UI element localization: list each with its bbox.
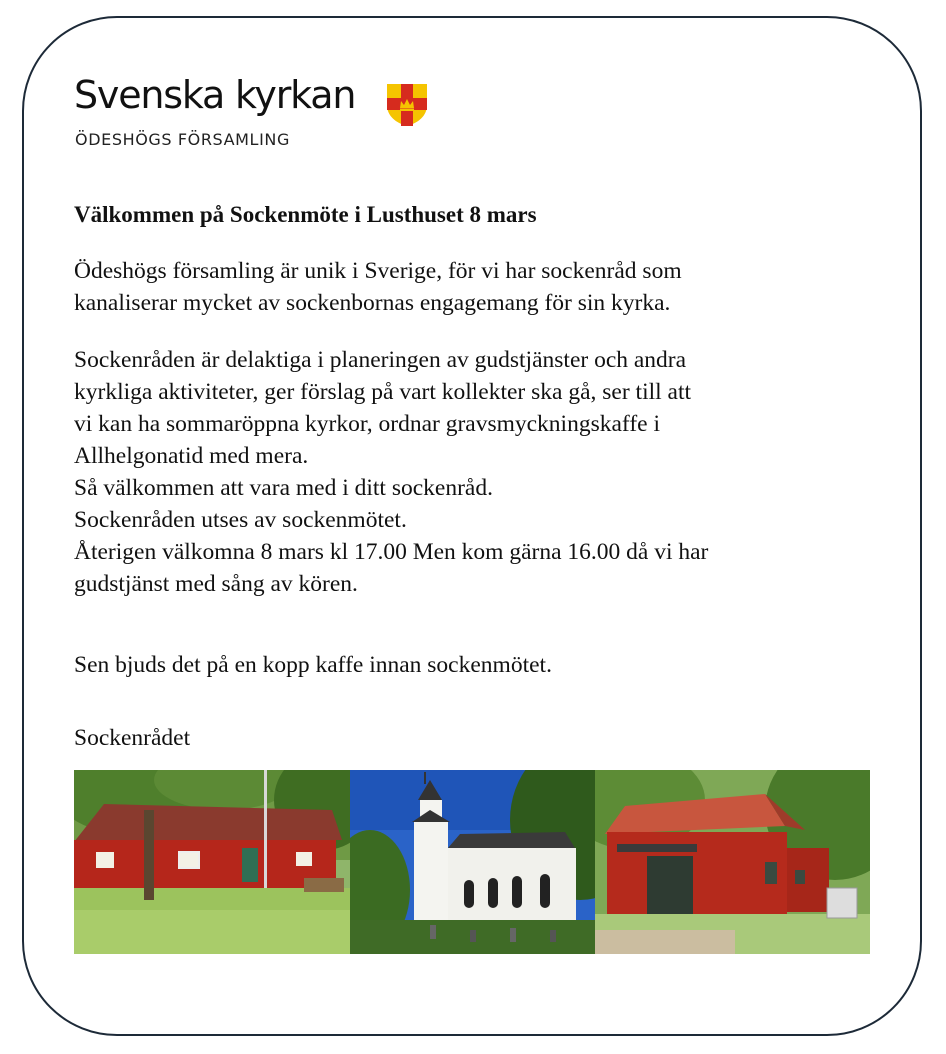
signature: Sockenrådet [74,725,191,751]
headline: Välkommen på Sockenmöte i Lusthuset 8 mars [74,202,537,227]
paragraph-details [74,344,904,600]
white-church-photo [350,770,595,954]
parish-name: ÖDESHÖGS FÖRSAMLING [75,130,290,149]
text-line: Ödeshögs församling är unik i Sverige, för vi har sockenråd som [74,258,682,284]
text-line: Sockenråden utses av sockenmötet. [74,507,407,533]
text-line: kanaliserar mycket av sockenbornas engagemang för sin kyrka. [74,290,671,316]
paragraph-intro [74,255,904,319]
text-line: Så välkommen att vara med i ditt sockenråd. [74,475,493,501]
text-line: Allhelgonatid med mera. [74,443,309,469]
red-parish-house-photo [74,770,350,954]
red-barn-photo [595,770,870,954]
photo-strip [74,770,870,954]
text-line: vi kan ha sommaröppna kyrkor, ordnar gravsmyckningskaffe i [74,411,660,437]
logo-wordmark: Svenska kyrkan [74,73,356,117]
text-line: Återigen välkomna 8 mars kl 17.00 Men kom gärna 16.00 då vi har [74,539,709,565]
paragraph-coffee: Sen bjuds det på en kopp kaffe innan sockenmötet. [74,652,552,678]
text-line: Sockenråden är delaktiga i planeringen av gudstjänster och andra [74,347,687,373]
text-line: gudstjänst med sång av kören. [74,571,358,597]
text-line: kyrkliga aktiviteter, ger förslag på vart kollekter ska gå, ser till att [74,379,692,405]
church-crest-icon [384,81,430,127]
